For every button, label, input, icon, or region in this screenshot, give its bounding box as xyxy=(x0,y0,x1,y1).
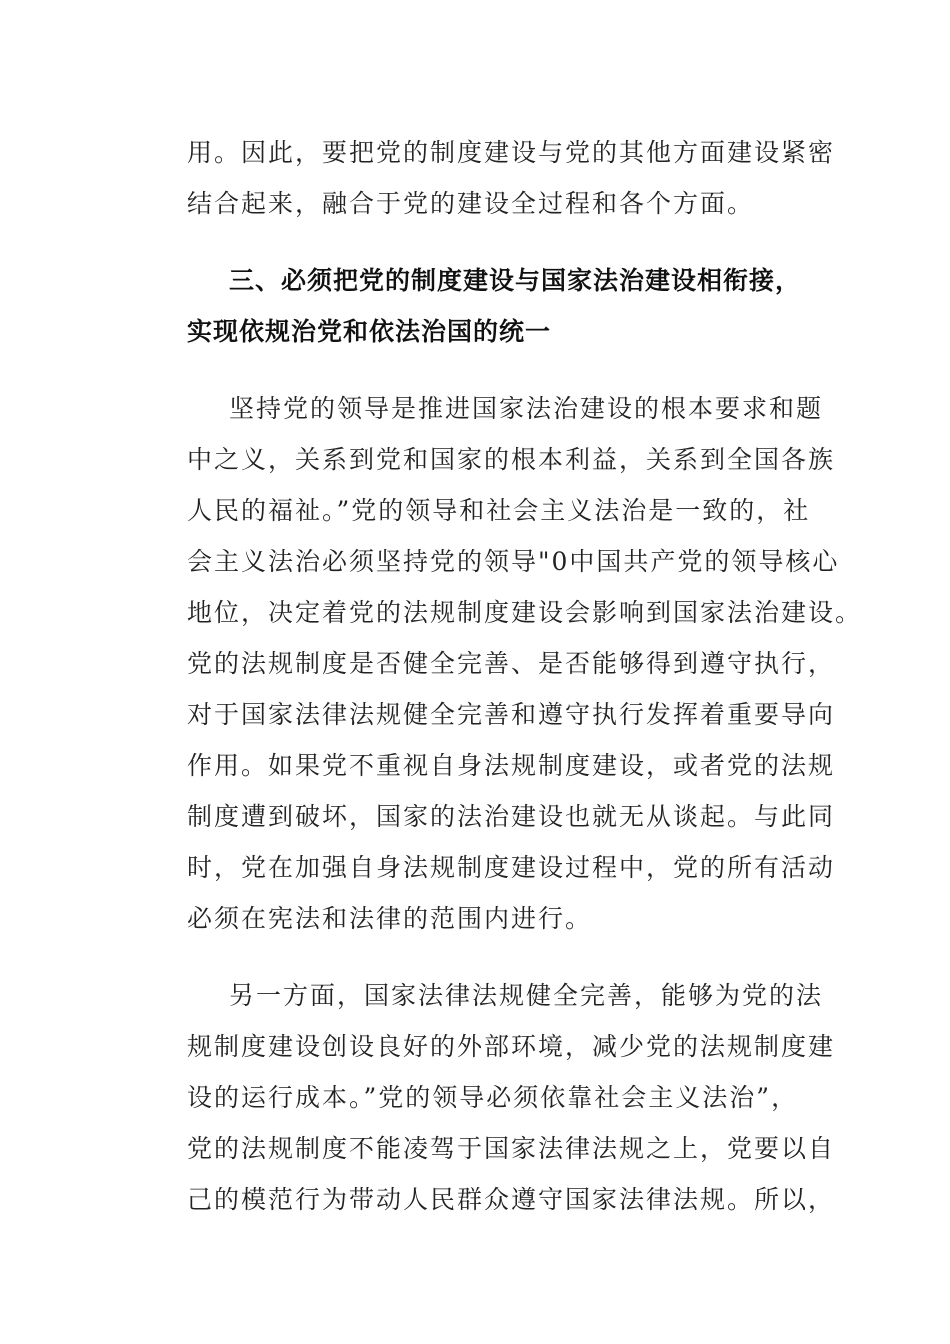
text-line: 会主义法治必须坚持党的领导"0中国共产党的领导核心 xyxy=(187,547,840,576)
text-line: 必须在宪法和法律的范围内进行。 xyxy=(187,904,593,933)
text-line: 中之义，关系到党和国家的根本利益，关系到全国各族 xyxy=(187,445,836,474)
paragraph-spacer xyxy=(187,944,827,970)
body-paragraph-1 xyxy=(187,383,863,944)
document-body xyxy=(187,127,863,1225)
text-line: 地位，决定着党的法规制度建设会影响到国家法治建设。 xyxy=(187,598,863,627)
text-line: 党的法规制度不能凌驾于国家法律法规之上，党要以自 xyxy=(187,1134,836,1163)
heading-line: 实现依规治党和依法治国的统一 xyxy=(187,317,552,346)
text-line: 党的法规制度是否健全完善、是否能够得到遵守执行， xyxy=(187,649,836,678)
paragraph-spacer xyxy=(187,357,827,383)
text-line: 对于国家法律法规健全完善和遵守执行发挥着重要导向 xyxy=(187,700,836,729)
text-line: 人民的福祉。”党的领导和社会主义法治是一致的，社 xyxy=(187,496,811,525)
text-line: 己的模范行为带动人民群众遵守国家法律法规。所以， xyxy=(187,1185,836,1214)
text-line: 时，党在加强自身法规制度建设过程中，党的所有活动 xyxy=(187,853,836,882)
text-line: 作用。如果党不重视自身法规制度建设，或者党的法规 xyxy=(187,751,836,780)
intro-paragraph xyxy=(187,127,836,229)
heading-line: 三、必须把党的制度建设与国家法治建设相衔接， xyxy=(229,266,802,295)
text-line: 另一方面，国家法律法规健全完善，能够为党的法 xyxy=(229,981,824,1010)
text-line: 用。因此，要把党的制度建设与党的其他方面建设紧密 xyxy=(187,138,836,167)
text-line: 设的运行成本。”党的领导必须依靠社会主义法治”， xyxy=(187,1083,799,1112)
text-line: 坚持党的领导是推进国家法治建设的根本要求和题 xyxy=(229,394,824,423)
section-heading xyxy=(187,255,827,357)
text-line: 规制度建设创设良好的外部环境，减少党的法规制度建 xyxy=(187,1032,836,1061)
body-paragraph-2 xyxy=(187,970,836,1225)
paragraph-spacer xyxy=(187,229,827,255)
text-line: 制度遭到破坏，国家的法治建设也就无从谈起。与此同 xyxy=(187,802,836,831)
text-line: 结合起来，融合于党的建设全过程和各个方面。 xyxy=(187,189,755,218)
